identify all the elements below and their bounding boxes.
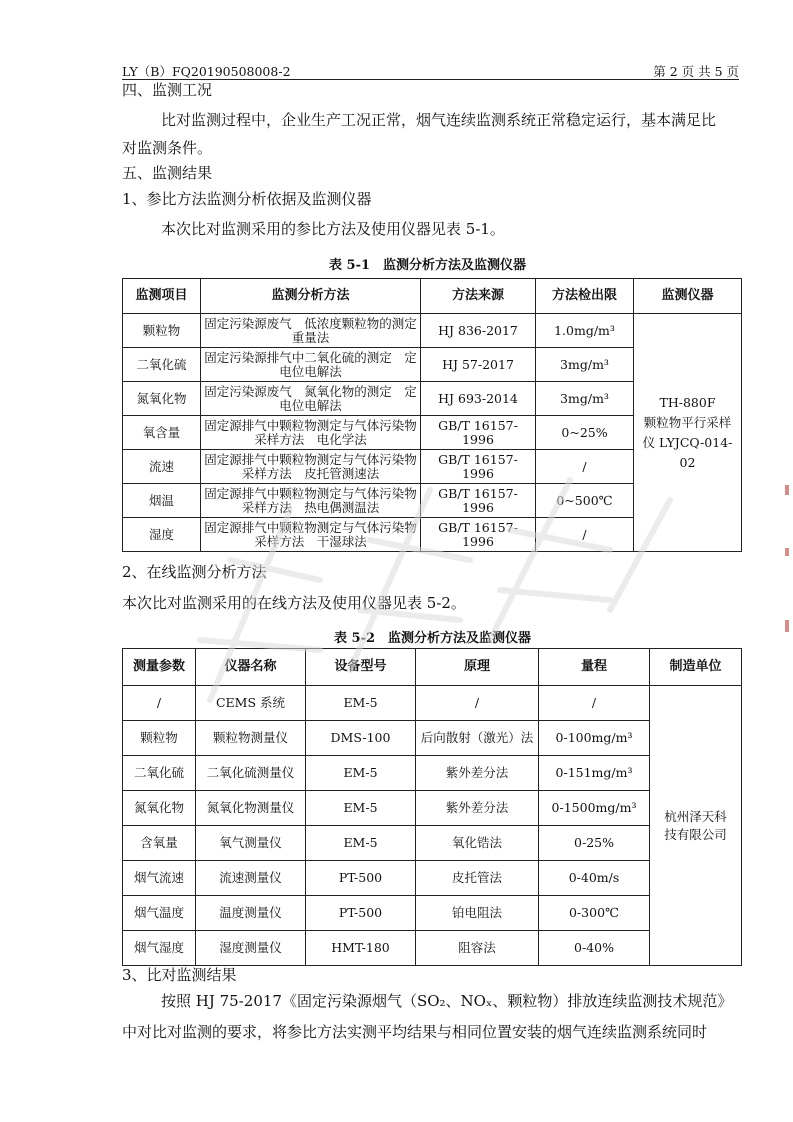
- table-5-2-header-row: [123, 649, 742, 686]
- cell-source: GB/T 16157-1996: [421, 518, 536, 552]
- cell-model: EM-5: [306, 826, 416, 861]
- cell-principle: 紫外差分法: [416, 756, 539, 791]
- table-row: [123, 686, 742, 721]
- cell-source: GB/T 16157-1996: [421, 416, 536, 450]
- section-5-title: 五、监测结果: [122, 164, 213, 182]
- table-5-1-header-row: [123, 279, 742, 314]
- cell-param: 颗粒物: [123, 721, 196, 756]
- cell-range: 0-25%: [539, 826, 650, 861]
- cell-item: 氮氧化物: [123, 382, 201, 416]
- cell-name: CEMS 系统: [196, 686, 306, 721]
- cell-limit: /: [536, 450, 634, 484]
- section-5-1-text: 本次比对监测采用的参比方法及使用仪器见表 5-1。: [161, 220, 505, 238]
- cell-param: 含氧量: [123, 826, 196, 861]
- cell-item: 湿度: [123, 518, 201, 552]
- edge-stamp-mark: [785, 620, 789, 632]
- cell-param: 氮氧化物: [123, 791, 196, 826]
- cell-method: 固定源排气中颗粒物测定与气体污染物采样方法 皮托管测速法: [201, 450, 421, 484]
- cell-limit: 3mg/m³: [536, 382, 634, 416]
- header-item: 监测项目: [123, 279, 201, 314]
- cell-name: 温度测量仪: [196, 896, 306, 931]
- cell-limit: 0~25%: [536, 416, 634, 450]
- table-row: [123, 756, 742, 791]
- document-id: LY（B）FQ20190508008-2: [122, 64, 291, 79]
- table-5-2-caption: 表 5-2 监测分析方法及监测仪器: [334, 631, 532, 646]
- cell-manufacturer: 杭州泽天科 技有限公司: [650, 686, 742, 966]
- cell-limit: 1.0mg/m³: [536, 314, 634, 348]
- section-5-3-title: 3、比对监测结果: [122, 966, 237, 984]
- header-model: 设备型号: [306, 649, 416, 686]
- cell-source: HJ 57-2017: [421, 348, 536, 382]
- cell-principle: 紫外差分法: [416, 791, 539, 826]
- cell-model: DMS-100: [306, 721, 416, 756]
- cell-model: HMT-180: [306, 931, 416, 966]
- table-5-1: [122, 278, 742, 552]
- cell-name: 湿度测量仪: [196, 931, 306, 966]
- header-name: 仪器名称: [196, 649, 306, 686]
- cell-model: PT-500: [306, 896, 416, 931]
- cell-item: 烟温: [123, 484, 201, 518]
- cell-name: 颗粒物测量仪: [196, 721, 306, 756]
- cell-item: 二氧化硫: [123, 348, 201, 382]
- cell-range: 0-40%: [539, 931, 650, 966]
- cell-range: 0-151mg/m³: [539, 756, 650, 791]
- cell-method: 固定污染源废气 低浓度颗粒物的测定 重量法: [201, 314, 421, 348]
- cell-model: EM-5: [306, 756, 416, 791]
- cell-model: PT-500: [306, 861, 416, 896]
- header-param: 测量参数: [123, 649, 196, 686]
- cell-method: 固定源排气中颗粒物测定与气体污染物采样方法 电化学法: [201, 416, 421, 450]
- cell-range: /: [539, 686, 650, 721]
- edge-stamp-mark: [785, 548, 789, 556]
- table-5-1-caption: 表 5-1 监测分析方法及监测仪器: [329, 258, 527, 273]
- table-row: [123, 896, 742, 931]
- cell-method: 固定源排气中颗粒物测定与气体污染物采样方法 干湿球法: [201, 518, 421, 552]
- cell-range: 0-1500mg/m³: [539, 791, 650, 826]
- cell-principle: 铂电阻法: [416, 896, 539, 931]
- cell-name: 流速测量仪: [196, 861, 306, 896]
- cell-name: 氮氧化物测量仪: [196, 791, 306, 826]
- header-instrument: 监测仪器: [634, 279, 742, 314]
- header-method: 监测分析方法: [201, 279, 421, 314]
- cell-param: 二氧化硫: [123, 756, 196, 791]
- cell-principle: 后向散射（激光）法: [416, 721, 539, 756]
- cell-item: 颗粒物: [123, 314, 201, 348]
- cell-instrument: TH-880F 颗粒物平行采样 仪 LYJCQ-014-02: [634, 314, 742, 552]
- section-5-1-title: 1、参比方法监测分析依据及监测仪器: [122, 190, 372, 208]
- header-limit: 方法检出限: [536, 279, 634, 314]
- cell-method: 固定污染源排气中二氧化硫的测定 定电位电解法: [201, 348, 421, 382]
- cell-item: 氧含量: [123, 416, 201, 450]
- cell-principle: 皮托管法: [416, 861, 539, 896]
- cell-range: 0-40m/s: [539, 861, 650, 896]
- edge-stamp-mark: [785, 485, 789, 495]
- cell-method: 固定污染源废气 氮氧化物的测定 定电位电解法: [201, 382, 421, 416]
- table-row: [123, 791, 742, 826]
- cell-source: GB/T 16157-1996: [421, 450, 536, 484]
- cell-source: HJ 693-2014: [421, 382, 536, 416]
- cell-principle: /: [416, 686, 539, 721]
- cell-param: 烟气湿度: [123, 931, 196, 966]
- cell-name: 氧气测量仪: [196, 826, 306, 861]
- table-5-2: [122, 648, 742, 966]
- cell-principle: 氧化锆法: [416, 826, 539, 861]
- cell-name: 二氧化硫测量仪: [196, 756, 306, 791]
- header-principle: 原理: [416, 649, 539, 686]
- cell-limit: 3mg/m³: [536, 348, 634, 382]
- section-5-3-line2: 中对比对监测的要求，将参比方法实测平均结果与相同位置安装的烟气连续监测系统同时: [122, 1023, 708, 1041]
- table-row: [123, 931, 742, 966]
- section-4-paragraph-line2: 对监测条件。: [122, 139, 213, 157]
- cell-param: /: [123, 686, 196, 721]
- cell-model: EM-5: [306, 686, 416, 721]
- cell-range: 0-300℃: [539, 896, 650, 931]
- page-number: 第 2 页 共 5 页: [653, 64, 739, 79]
- section-5-2-title: 2、在线监测分析方法: [122, 563, 267, 581]
- cell-item: 流速: [123, 450, 201, 484]
- header-range: 量程: [539, 649, 650, 686]
- section-5-2-text: 本次比对监测采用的在线方法及使用仪器见表 5-2。: [122, 594, 466, 612]
- cell-principle: 阻容法: [416, 931, 539, 966]
- table-row: [123, 826, 742, 861]
- table-row: [123, 721, 742, 756]
- cell-range: 0-100mg/m³: [539, 721, 650, 756]
- header-source: 方法来源: [421, 279, 536, 314]
- cell-param: 烟气温度: [123, 896, 196, 931]
- cell-param: 烟气流速: [123, 861, 196, 896]
- section-4-title: 四、监测工况: [122, 81, 213, 99]
- cell-model: EM-5: [306, 791, 416, 826]
- section-5-3-line1: 按照 HJ 75-2017《固定污染源烟气（SO₂、NOₓ、颗粒物）排放连续监测技术规范》: [161, 992, 733, 1010]
- table-row: [123, 861, 742, 896]
- cell-limit: /: [536, 518, 634, 552]
- cell-limit: 0~500℃: [536, 484, 634, 518]
- cell-source: GB/T 16157-1996: [421, 484, 536, 518]
- cell-source: HJ 836-2017: [421, 314, 536, 348]
- page-header: [122, 60, 739, 80]
- section-4-paragraph-line1: 比对监测过程中，企业生产工况正常，烟气连续监测系统正常稳定运行，基本满足比: [161, 111, 717, 129]
- table-row: [123, 314, 742, 348]
- cell-method: 固定源排气中颗粒物测定与气体污染物采样方法 热电偶测温法: [201, 484, 421, 518]
- header-manufacturer: 制造单位: [650, 649, 742, 686]
